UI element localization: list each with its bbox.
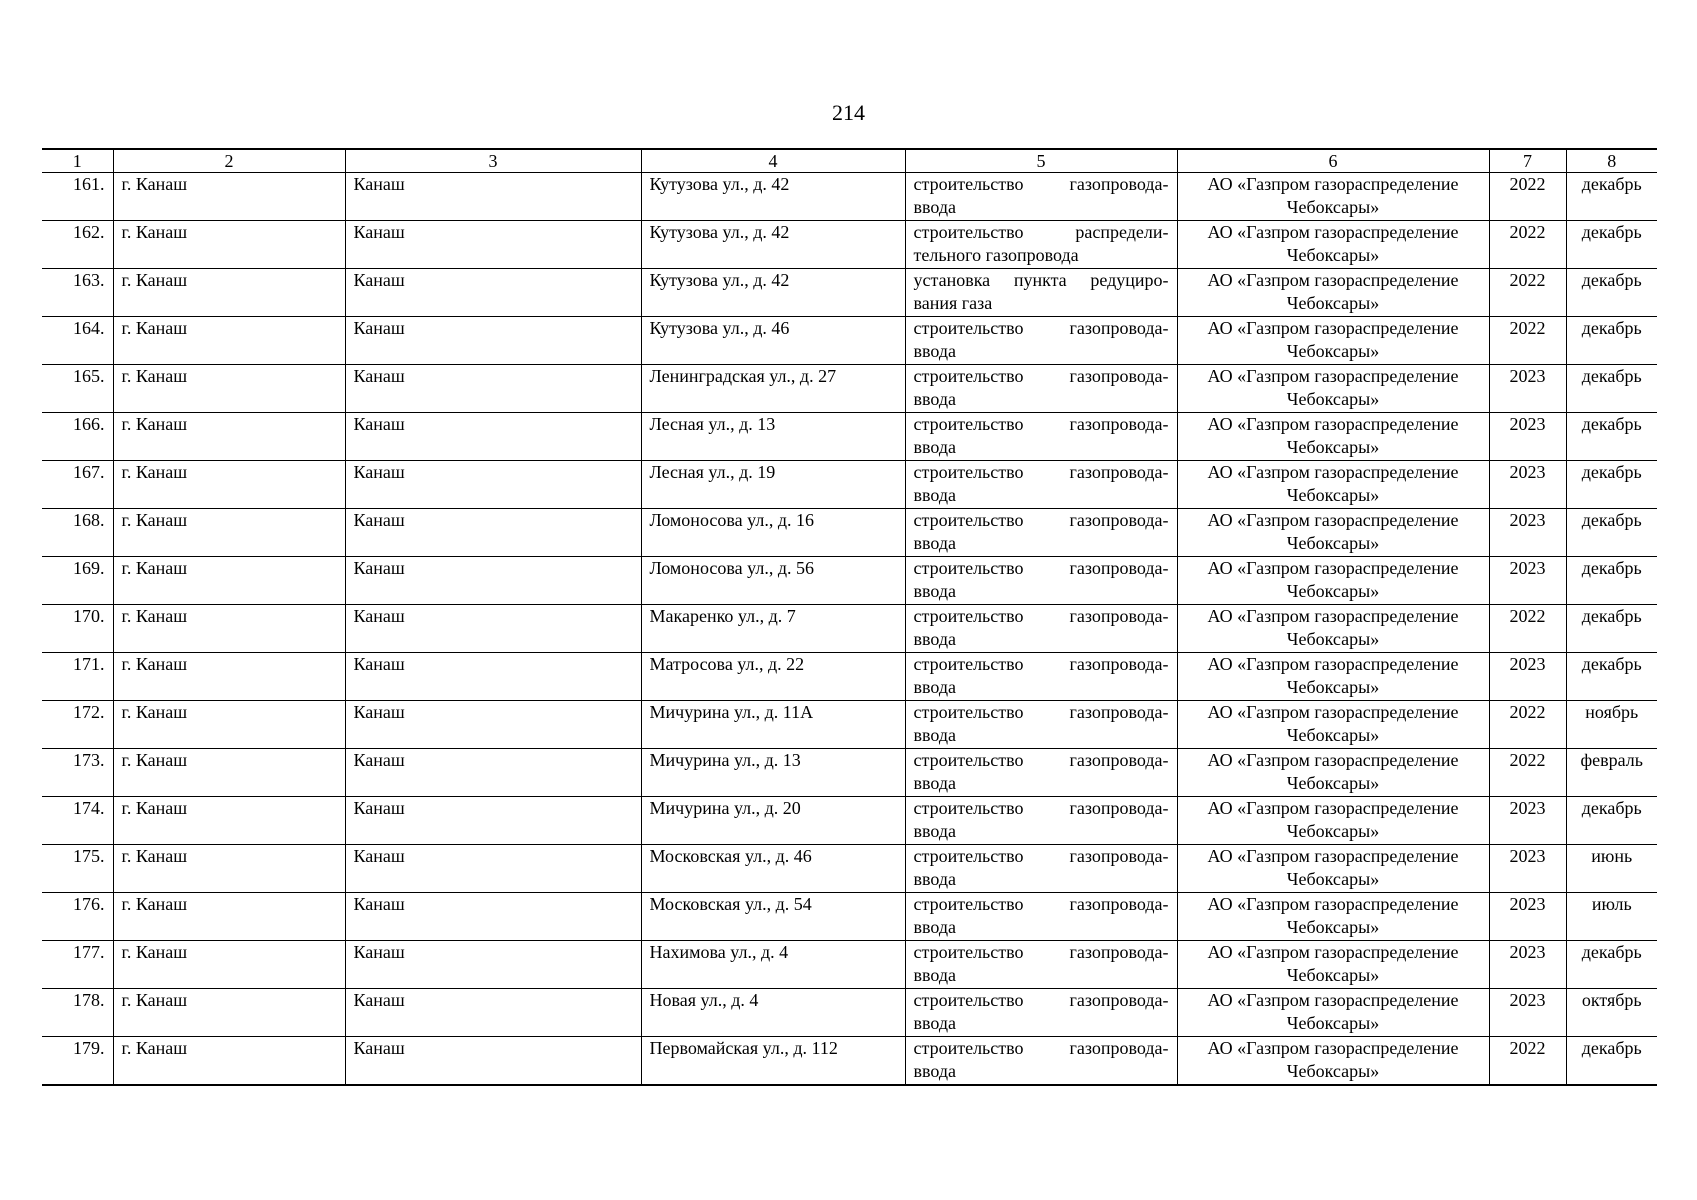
table-row	[42, 173, 1657, 221]
municipality-cell: Канаш	[345, 605, 641, 653]
table-row	[42, 845, 1657, 893]
month-cell: июнь	[1566, 845, 1657, 893]
work-type-line-1: строительство газопровода-	[913, 894, 1169, 914]
organization-line-1: АО «Газпром газораспределение	[1207, 174, 1459, 194]
table-row	[42, 557, 1657, 605]
work-type-line-2: ввода	[913, 437, 957, 457]
work-type-line-1: строительство газопровода-	[913, 558, 1169, 578]
address-cell: Новая ул., д. 4	[641, 989, 905, 1037]
organization-cell	[1177, 989, 1489, 1037]
organization-cell	[1177, 845, 1489, 893]
year-cell: 2023	[1489, 509, 1566, 557]
work-type-line-1: строительство газопровода-	[913, 654, 1169, 674]
header-row	[42, 149, 1657, 173]
municipality-cell: Канаш	[345, 509, 641, 557]
organization-cell	[1177, 653, 1489, 701]
locality-cell: г. Канаш	[113, 893, 345, 941]
municipality-cell: Канаш	[345, 365, 641, 413]
organization-line-1: АО «Газпром газораспределение	[1207, 270, 1459, 290]
work-type-line-2: ввода	[913, 581, 957, 601]
address-cell: Кутузова ул., д. 42	[641, 221, 905, 269]
year-cell: 2023	[1489, 461, 1566, 509]
year-cell: 2023	[1489, 653, 1566, 701]
month-cell: декабрь	[1566, 413, 1657, 461]
work-type-cell	[905, 557, 1177, 605]
address-cell: Ленинградская ул., д. 27	[641, 365, 905, 413]
organization-line-2: Чебоксары»	[1286, 437, 1380, 457]
row-number: 179.	[42, 1037, 113, 1086]
work-type-line-1: строительство газопровода-	[913, 750, 1169, 770]
organization-cell	[1177, 749, 1489, 797]
address-cell: Московская ул., д. 46	[641, 845, 905, 893]
address-cell: Лесная ул., д. 13	[641, 413, 905, 461]
locality-cell: г. Канаш	[113, 701, 345, 749]
work-type-cell	[905, 701, 1177, 749]
work-type-cell	[905, 941, 1177, 989]
organization-line-2: Чебоксары»	[1286, 533, 1380, 553]
year-cell: 2022	[1489, 221, 1566, 269]
column-header-8: 8	[1566, 149, 1657, 173]
municipality-cell: Канаш	[345, 1037, 641, 1086]
work-type-cell	[905, 845, 1177, 893]
organization-line-1: АО «Газпром газораспределение	[1207, 414, 1459, 434]
organization-cell	[1177, 365, 1489, 413]
organization-line-2: Чебоксары»	[1286, 245, 1380, 265]
work-type-line-2: ввода	[913, 389, 957, 409]
organization-line-1: АО «Газпром газораспределение	[1207, 318, 1459, 338]
address-cell: Кутузова ул., д. 46	[641, 317, 905, 365]
municipality-cell: Канаш	[345, 845, 641, 893]
organization-cell	[1177, 797, 1489, 845]
table-row	[42, 509, 1657, 557]
year-cell: 2023	[1489, 941, 1566, 989]
organization-cell	[1177, 509, 1489, 557]
year-cell: 2023	[1489, 989, 1566, 1037]
work-type-line-2: ввода	[913, 773, 957, 793]
work-type-line-1: строительство газопровода-	[913, 366, 1169, 386]
locality-cell: г. Канаш	[113, 941, 345, 989]
organization-line-2: Чебоксары»	[1286, 821, 1380, 841]
work-type-line-1: установка пункта редуциро-	[913, 270, 1169, 290]
municipality-cell: Канаш	[345, 653, 641, 701]
year-cell: 2023	[1489, 893, 1566, 941]
organization-cell	[1177, 941, 1489, 989]
organization-line-1: АО «Газпром газораспределение	[1207, 366, 1459, 386]
row-number: 164.	[42, 317, 113, 365]
work-type-line-2: ввода	[913, 197, 957, 217]
work-type-cell	[905, 509, 1177, 557]
month-cell: декабрь	[1566, 461, 1657, 509]
work-type-line-1: строительство газопровода-	[913, 990, 1169, 1010]
month-cell: декабрь	[1566, 797, 1657, 845]
month-cell: декабрь	[1566, 317, 1657, 365]
year-cell: 2023	[1489, 365, 1566, 413]
table-row	[42, 461, 1657, 509]
organization-line-2: Чебоксары»	[1286, 917, 1380, 937]
table-row	[42, 749, 1657, 797]
column-header-5: 5	[905, 149, 1177, 173]
work-type-line-1: строительство газопровода-	[913, 1038, 1169, 1058]
organization-line-2: Чебоксары»	[1286, 581, 1380, 601]
organization-line-2: Чебоксары»	[1286, 1013, 1380, 1033]
work-type-cell	[905, 173, 1177, 221]
table-row	[42, 365, 1657, 413]
work-type-line-2: ввода	[913, 965, 957, 985]
organization-line-2: Чебоксары»	[1286, 773, 1380, 793]
table-row	[42, 989, 1657, 1037]
year-cell: 2022	[1489, 317, 1566, 365]
year-cell: 2022	[1489, 1037, 1566, 1086]
work-type-line-1: строительство газопровода-	[913, 510, 1169, 530]
municipality-cell: Канаш	[345, 797, 641, 845]
locality-cell: г. Канаш	[113, 797, 345, 845]
locality-cell: г. Канаш	[113, 365, 345, 413]
locality-cell: г. Канаш	[113, 269, 345, 317]
work-type-cell	[905, 317, 1177, 365]
work-type-line-2: ввода	[913, 533, 957, 553]
work-type-line-2: ввода	[913, 869, 957, 889]
work-type-line-2: ввода	[913, 629, 957, 649]
address-cell: Ломоносова ул., д. 16	[641, 509, 905, 557]
organization-cell	[1177, 893, 1489, 941]
address-cell: Московская ул., д. 54	[641, 893, 905, 941]
organization-line-1: АО «Газпром газораспределение	[1207, 942, 1459, 962]
locality-cell: г. Канаш	[113, 221, 345, 269]
row-number: 173.	[42, 749, 113, 797]
locality-cell: г. Канаш	[113, 557, 345, 605]
table-row	[42, 317, 1657, 365]
municipality-cell: Канаш	[345, 749, 641, 797]
row-number: 176.	[42, 893, 113, 941]
municipality-cell: Канаш	[345, 173, 641, 221]
month-cell: декабрь	[1566, 557, 1657, 605]
row-number: 174.	[42, 797, 113, 845]
organization-line-1: АО «Газпром газораспределение	[1207, 558, 1459, 578]
column-header-2: 2	[113, 149, 345, 173]
organization-cell	[1177, 1037, 1489, 1086]
municipality-cell: Канаш	[345, 461, 641, 509]
address-cell: Макаренко ул., д. 7	[641, 605, 905, 653]
month-cell: февраль	[1566, 749, 1657, 797]
work-type-line-1: строительство газопровода-	[913, 846, 1169, 866]
work-type-cell	[905, 221, 1177, 269]
organization-line-1: АО «Газпром газораспределение	[1207, 1038, 1459, 1058]
locality-cell: г. Канаш	[113, 605, 345, 653]
organization-line-2: Чебоксары»	[1286, 485, 1380, 505]
organization-cell	[1177, 317, 1489, 365]
year-cell: 2022	[1489, 605, 1566, 653]
work-type-line-1: строительство газопровода-	[913, 462, 1169, 482]
organization-line-1: АО «Газпром газораспределение	[1207, 462, 1459, 482]
year-cell: 2022	[1489, 749, 1566, 797]
address-cell: Мичурина ул., д. 13	[641, 749, 905, 797]
address-cell: Нахимова ул., д. 4	[641, 941, 905, 989]
work-type-line-2: тельного газопровода	[913, 245, 1079, 265]
locality-cell: г. Канаш	[113, 1037, 345, 1086]
table-row	[42, 653, 1657, 701]
table-row	[42, 605, 1657, 653]
work-type-cell	[905, 413, 1177, 461]
row-number: 177.	[42, 941, 113, 989]
row-number: 161.	[42, 173, 113, 221]
month-cell: октябрь	[1566, 989, 1657, 1037]
table-row	[42, 413, 1657, 461]
locality-cell: г. Канаш	[113, 461, 345, 509]
work-type-line-2: ввода	[913, 341, 957, 361]
work-type-cell	[905, 653, 1177, 701]
organization-line-1: АО «Газпром газораспределение	[1207, 606, 1459, 626]
table-body	[42, 173, 1657, 1086]
row-number: 169.	[42, 557, 113, 605]
month-cell: декабрь	[1566, 509, 1657, 557]
column-header-6: 6	[1177, 149, 1489, 173]
municipality-cell: Канаш	[345, 701, 641, 749]
municipality-cell: Канаш	[345, 941, 641, 989]
table-header	[42, 149, 1657, 173]
address-cell: Первомайская ул., д. 112	[641, 1037, 905, 1086]
table-row	[42, 797, 1657, 845]
month-cell: декабрь	[1566, 365, 1657, 413]
work-type-cell	[905, 1037, 1177, 1086]
address-cell: Лесная ул., д. 19	[641, 461, 905, 509]
organization-line-2: Чебоксары»	[1286, 293, 1380, 313]
organization-cell	[1177, 557, 1489, 605]
work-type-line-1: строительство газопровода-	[913, 942, 1169, 962]
work-type-line-2: ввода	[913, 1061, 957, 1081]
year-cell: 2023	[1489, 413, 1566, 461]
month-cell: декабрь	[1566, 941, 1657, 989]
work-type-cell	[905, 749, 1177, 797]
work-type-line-2: ввода	[913, 725, 957, 745]
work-type-cell	[905, 461, 1177, 509]
locality-cell: г. Канаш	[113, 749, 345, 797]
locality-cell: г. Канаш	[113, 989, 345, 1037]
table-row	[42, 893, 1657, 941]
organization-line-2: Чебоксары»	[1286, 197, 1380, 217]
locality-cell: г. Канаш	[113, 173, 345, 221]
work-type-line-1: строительство газопровода-	[913, 798, 1169, 818]
row-number: 172.	[42, 701, 113, 749]
locality-cell: г. Канаш	[113, 317, 345, 365]
month-cell: декабрь	[1566, 221, 1657, 269]
row-number: 175.	[42, 845, 113, 893]
municipality-cell: Канаш	[345, 317, 641, 365]
row-number: 163.	[42, 269, 113, 317]
work-type-cell	[905, 605, 1177, 653]
row-number: 167.	[42, 461, 113, 509]
work-type-line-2: ввода	[913, 1013, 957, 1033]
municipality-cell: Канаш	[345, 221, 641, 269]
column-header-3: 3	[345, 149, 641, 173]
month-cell: июль	[1566, 893, 1657, 941]
organization-line-2: Чебоксары»	[1286, 629, 1380, 649]
organization-line-1: АО «Газпром газораспределение	[1207, 894, 1459, 914]
row-number: 168.	[42, 509, 113, 557]
work-type-line-1: строительство газопровода-	[913, 318, 1169, 338]
locality-cell: г. Канаш	[113, 509, 345, 557]
organization-cell	[1177, 605, 1489, 653]
work-type-line-2: ввода	[913, 677, 957, 697]
table-row	[42, 269, 1657, 317]
address-cell: Мичурина ул., д. 20	[641, 797, 905, 845]
column-header-1: 1	[42, 149, 113, 173]
locality-cell: г. Канаш	[113, 413, 345, 461]
year-cell: 2023	[1489, 845, 1566, 893]
column-header-7: 7	[1489, 149, 1566, 173]
gasification-table	[42, 148, 1657, 1086]
work-type-line-1: строительство газопровода-	[913, 414, 1169, 434]
month-cell: декабрь	[1566, 269, 1657, 317]
address-cell: Кутузова ул., д. 42	[641, 269, 905, 317]
table-row	[42, 221, 1657, 269]
address-cell: Кутузова ул., д. 42	[641, 173, 905, 221]
organization-cell	[1177, 413, 1489, 461]
address-cell: Ломоносова ул., д. 56	[641, 557, 905, 605]
table-row	[42, 1037, 1657, 1086]
year-cell: 2022	[1489, 701, 1566, 749]
organization-line-2: Чебоксары»	[1286, 965, 1380, 985]
work-type-cell	[905, 893, 1177, 941]
organization-line-1: АО «Газпром газораспределение	[1207, 510, 1459, 530]
address-cell: Матросова ул., д. 22	[641, 653, 905, 701]
organization-line-1: АО «Газпром газораспределение	[1207, 990, 1459, 1010]
municipality-cell: Канаш	[345, 269, 641, 317]
organization-line-2: Чебоксары»	[1286, 341, 1380, 361]
year-cell: 2022	[1489, 269, 1566, 317]
organization-line-2: Чебоксары»	[1286, 725, 1380, 745]
locality-cell: г. Канаш	[113, 845, 345, 893]
organization-cell	[1177, 221, 1489, 269]
row-number: 170.	[42, 605, 113, 653]
organization-line-2: Чебоксары»	[1286, 677, 1380, 697]
row-number: 165.	[42, 365, 113, 413]
month-cell: декабрь	[1566, 605, 1657, 653]
organization-line-2: Чебоксары»	[1286, 389, 1380, 409]
row-number: 166.	[42, 413, 113, 461]
organization-line-1: АО «Газпром газораспределение	[1207, 222, 1459, 242]
work-type-line-2: вания газа	[913, 293, 993, 313]
row-number: 171.	[42, 653, 113, 701]
year-cell: 2023	[1489, 557, 1566, 605]
row-number: 178.	[42, 989, 113, 1037]
month-cell: ноябрь	[1566, 701, 1657, 749]
table-row	[42, 941, 1657, 989]
organization-cell	[1177, 701, 1489, 749]
work-type-line-1: строительство газопровода-	[913, 174, 1169, 194]
work-type-line-1: строительство распредели-	[913, 222, 1169, 242]
locality-cell: г. Канаш	[113, 653, 345, 701]
organization-line-1: АО «Газпром газораспределение	[1207, 798, 1459, 818]
table-row	[42, 701, 1657, 749]
work-type-cell	[905, 269, 1177, 317]
municipality-cell: Канаш	[345, 893, 641, 941]
municipality-cell: Канаш	[345, 989, 641, 1037]
organization-line-2: Чебоксары»	[1286, 1061, 1380, 1081]
work-type-cell	[905, 797, 1177, 845]
work-type-line-2: ввода	[913, 485, 957, 505]
organization-cell	[1177, 269, 1489, 317]
organization-line-1: АО «Газпром газораспределение	[1207, 654, 1459, 674]
row-number: 162.	[42, 221, 113, 269]
month-cell: декабрь	[1566, 1037, 1657, 1086]
work-type-line-2: ввода	[913, 917, 957, 937]
organization-line-1: АО «Газпром газораспределение	[1207, 750, 1459, 770]
month-cell: декабрь	[1566, 173, 1657, 221]
year-cell: 2023	[1489, 797, 1566, 845]
organization-line-1: АО «Газпром газораспределение	[1207, 846, 1459, 866]
municipality-cell: Канаш	[345, 557, 641, 605]
work-type-cell	[905, 365, 1177, 413]
work-type-line-2: ввода	[913, 821, 957, 841]
organization-line-1: АО «Газпром газораспределение	[1207, 702, 1459, 722]
year-cell: 2022	[1489, 173, 1566, 221]
organization-cell	[1177, 461, 1489, 509]
page-number: 214	[832, 100, 865, 125]
column-header-4: 4	[641, 149, 905, 173]
organization-cell	[1177, 173, 1489, 221]
address-cell: Мичурина ул., д. 11А	[641, 701, 905, 749]
organization-line-2: Чебоксары»	[1286, 869, 1380, 889]
work-type-line-1: строительство газопровода-	[913, 702, 1169, 722]
work-type-cell	[905, 989, 1177, 1037]
work-type-line-1: строительство газопровода-	[913, 606, 1169, 626]
month-cell: декабрь	[1566, 653, 1657, 701]
municipality-cell: Канаш	[345, 413, 641, 461]
